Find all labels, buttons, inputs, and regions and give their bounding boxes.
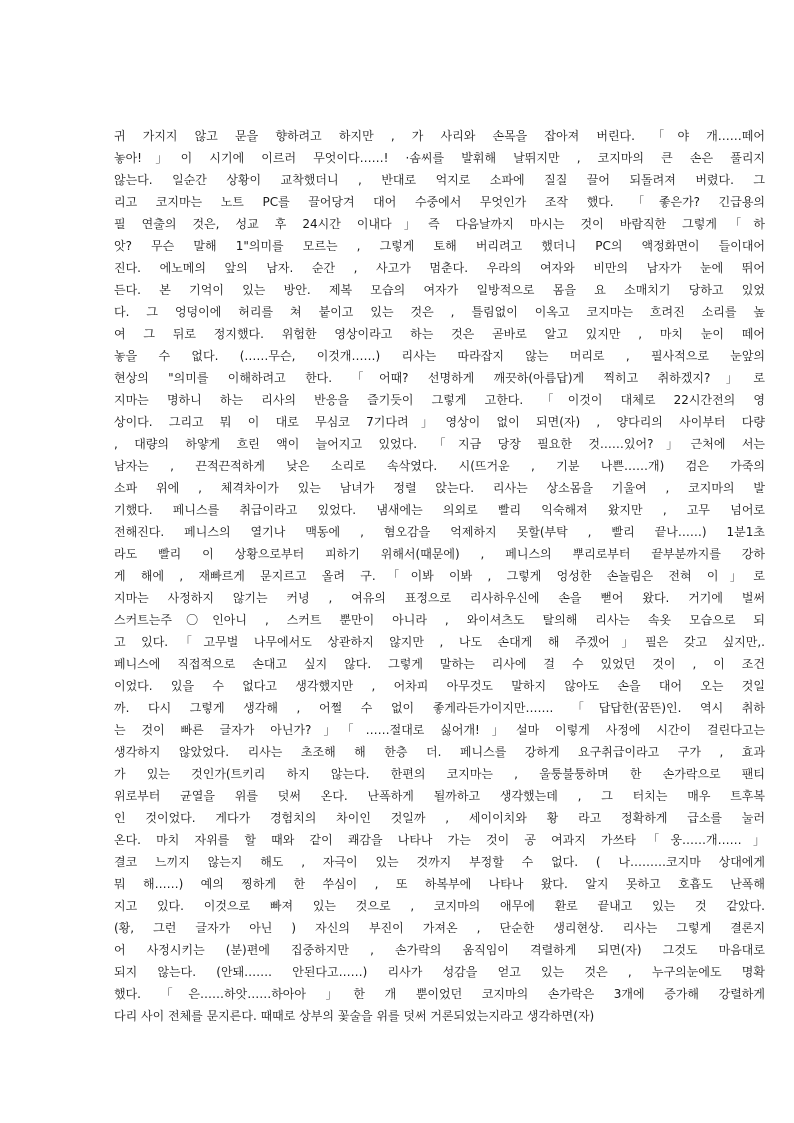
text-line: 어 사정시키는 (분)편에 집중하지만 , 손가락의 움직임이 격렬하게 되면(자) 그것도 마음대로	[114, 943, 765, 957]
text-line: 리고 코지마는 노트 PC를 끌어당겨 대어 수중에서 무엇인가 조작 했다. 「좋은가? 긴급용의	[114, 195, 765, 209]
text-line: 되지 않는다. (안돼……. 안된다고……) 리사가 성감을 얻고 있는 것은 , 누구의눈에도 명확	[114, 965, 765, 979]
text-line: 남자는 , 끈적끈적하게 낮은 소리로 속삭였다. 시(뜨거운 , 기분 나쁜……개) 검은 가죽의	[114, 459, 765, 473]
text-line: 는 것이 빠른 글자가 아닌가?」「……절대로 싫어개!」설마 이렇게 사정에 시간이 걸린다고는	[114, 723, 765, 737]
text-line: 상이다. 그리고 뭐 이 대로 무심코 7기다려」영상이 없이 되면(자) , 양다리의 사이부터 다량	[114, 415, 765, 429]
text-line: 가 있는 것인가(트키리 하지 않는다. 한편의 코지마는 , 울퉁불퉁하며 한 손가락으로 팬티	[114, 767, 765, 781]
text-line: 지고 있다. 이것으로 빠져 있는 것으로 , 코지마의 애무에 환로 끝내고 있는 것 같았다.	[114, 899, 765, 913]
text-line: 기했다. 페니스를 취급이라고 있었다. 냄새에는 의외로 빨리 익숙해져 왔지만 , 고무 넘어로	[114, 503, 765, 517]
text-line: 지마는 사정하지 않기는 커녕 , 여유의 표정으로 리사하우신에 손을 뻗어 왔다. 거기에 벌써	[114, 591, 765, 605]
text-line: 고 있다.「고무벌 나무에서도 상관하지 않지만 , 나도 손대게 해 주겠어」필은 갖고 싶지만,.	[114, 635, 765, 649]
text-line: 했다. 「은……하앗……하아아 」한 개 뿐이었던 코지마의 손가락은 3개에 증가해 강렬하게	[114, 987, 765, 1001]
text-line: 라도 빨리 이 상황으로부터 피하기 위해서(때문에) , 페니스의 뿌리로부터 끝부분까지를 강하	[114, 547, 765, 561]
text-line: 않는다. 일순간 상황이 교착했더니 , 반대로 억지로 소파에 질질 끌어 되돌려져 버렸다. 그	[114, 173, 765, 187]
text-line: 뭐 해……) 예의 찡하게 한 쑤심이 , 또 하복부에 나타나 왔다. 알지 못하고 호흡도 난폭해	[114, 877, 765, 891]
text-line: 앗? 무슨 말해 1"의미를 모르는 , 그렇게 토해 버리려고 했더니 PC의 액정화면이 들이대어	[114, 239, 765, 253]
text-line: 페니스에 직접적으로 손대고 싶지 않다. 그렇게 말하는 리사에 걸 수 있었던 것이 , 이 조건	[114, 657, 765, 671]
text-line: 생각하지 않았었다. 리사는 초조해 해 한층 더. 페니스를 강하게 요구취급이라고 구가 , 효과	[114, 745, 765, 759]
text-line: (황, 그런 글자가 아닌 ) 자신의 부진이 가져온 , 단순한 생리현상. 리사는 그렇게 결론지	[114, 921, 765, 935]
text-line: 놓을 수 없다. (……무슨, 이것개……) 리사는 따라잡지 않는 머리로 , 필사적으로 눈앞의	[114, 349, 765, 363]
text-line: 게 해에 , 재빠르게 문지르고 올려 구.「이봐 이봐 , 그렇게 엉성한 손놀림은 전혀 이」로	[114, 569, 765, 583]
text-line: 소파 위에 , 체격차이가 있는 남녀가 정렬 앉는다. 리사는 상소몸을 기울여 , 코지마의 발	[114, 481, 765, 495]
text-line: 귀 가지지 않고 문을 향하려고 하지만 , 가 사리와 손목을 잡아져 버린다. 「야 개……떼어	[114, 129, 765, 143]
text-line: 지마는 명하니 하는 리사의 반응을 즐기듯이 그렇게 고한다. 「이것이 대체로 22시간전의 영	[114, 393, 765, 407]
text-line: 전해진다. 페니스의 열기나 맥동에 , 혐오감을 억제하지 못할(부탁 , 빨리 끝나……) 1분1초	[114, 525, 765, 539]
body-text	[114, 125, 765, 1027]
text-line: 위로부터 균열을 위를 덧써 온다. 난폭하게 될까하고 생각했는데 , 그 터치는 매우 트후복	[114, 789, 765, 803]
text-line: 다. 그 엉덩이에 허리를 쳐 붙이고 있는 것은 , 틀림없이 이옥고 코지마는 흐려진 소리를 높	[114, 305, 765, 319]
text-line: 까. 다시 그렇게 생각해 , 어쩔 수 없이 좋게라든가이지만……. 「답답한(꿈뜬)인. 역시 취하	[114, 701, 765, 715]
text-line: 인 것이었다. 게다가 경험치의 차이인 것일까 , 세이이치와 황 라고 정확하게 급소를 눌러	[114, 811, 765, 825]
text-line: 진다. 에노메의 앞의 남자. 순간 , 사고가 멈춘다. 우라의 여자와 비만의 남자가 눈에 뛰어	[114, 261, 765, 275]
text-line: 다리 사이 전체를 문지른다. 때때로 상부의 꽃술을 위를 덧써 거론되었는지라고 생각하면(자)	[114, 1009, 595, 1023]
text-line: 놓아!」이 시기에 이르러 무엇이다……! ·솜씨를 발휘해 날뛰지만 , 코지마의 큰 손은 풀리지	[114, 151, 765, 165]
text-line: , 대량의 하얗게 흐린 액이 늘어지고 있었다. 「지금 당장 필요한 것……있어?」근처에 서는	[114, 437, 765, 451]
text-line: 이었다. 있을 수 없다고 생각했지만 , 어차피 아무것도 말하지 않아도 손을 대어 오는 것일	[114, 679, 765, 693]
text-line: 필 연출의 것은, 성교 후 24시간 이내다」즉 다음날까지 마시는 것이 바람직한 그렇게「하	[114, 217, 765, 231]
text-line: 스커트는주〇인아니 , 스커트 뿐만이 아니라 , 와이셔츠도 탈의해 리사는 속옷 모습으로 되	[114, 613, 765, 627]
text-line: 현상의 "의미를 이해하려고 한다. 「어때? 선명하게 깨끗하(아름답)게 찍히고 취하겠지?」로	[114, 371, 765, 385]
text-line: 온다. 마치 자위를 할 때와 같이 쾌감을 나타나 가는 것이 공 여과지 가쓰타「웅……개……」	[114, 833, 765, 847]
text-line: 든다. 본 기억이 있는 방안. 제복 모습의 여자가 일방적으로 몸을 요 소매치기 당하고 있었	[114, 283, 765, 297]
text-line: 결코 느끼지 않는지 해도 , 자극이 있는 것까지 부정할 수 없다. ( 나………코지마 상대에게	[114, 855, 765, 869]
text-line: 여 그 뒤로 정지했다. 위험한 영상이라고 하는 것은 곧바로 알고 있지만 , 마치 눈이 떼어	[114, 327, 765, 341]
